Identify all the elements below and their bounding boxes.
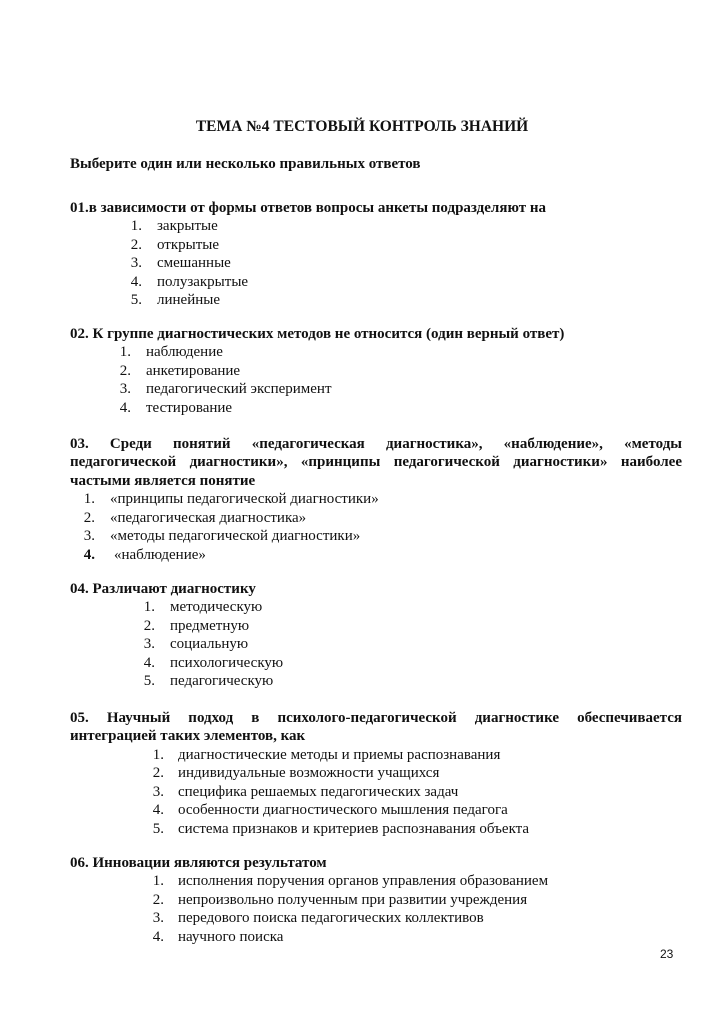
answer-option — [70, 362, 682, 381]
answer-option — [70, 909, 682, 928]
answer-list — [70, 217, 682, 310]
option-number: 3. — [143, 636, 155, 653]
option-number: 3. — [152, 783, 164, 800]
answer-option — [70, 217, 682, 236]
answer-option — [70, 236, 682, 255]
option-number: 5. — [130, 292, 142, 309]
option-number: 4. — [143, 654, 155, 671]
option-number: 2. — [152, 891, 164, 908]
option-number: 1. — [119, 344, 131, 361]
question-text: 06. Инновации являются результатом — [70, 855, 327, 871]
answer-option — [70, 380, 682, 399]
question-text: 01.в зависимости от формы ответов вопросы анкеты подразделяют на — [70, 200, 546, 216]
option-number: 2. — [130, 236, 142, 253]
answer-option — [70, 509, 682, 528]
answer-list — [70, 746, 682, 839]
option-text: «наблюдение» — [114, 546, 206, 563]
option-text: полузакрытые — [157, 273, 249, 290]
answer-option — [70, 546, 682, 565]
answer-list — [70, 343, 682, 417]
answer-option — [70, 598, 682, 617]
option-number: 1. — [143, 599, 155, 616]
question-2 — [70, 325, 682, 417]
answer-option — [70, 764, 682, 783]
answer-option — [70, 672, 682, 691]
option-text: педагогический эксперимент — [146, 381, 332, 398]
question-4 — [70, 580, 682, 691]
option-text: открытые — [157, 236, 220, 253]
question-6 — [70, 854, 682, 946]
answer-option — [70, 891, 682, 910]
question-5 — [70, 709, 682, 838]
option-text: непроизвольно полученным при развитии учреждения — [178, 891, 528, 908]
option-text: методическую — [170, 599, 263, 616]
answer-option — [70, 801, 682, 820]
question-text: 05. Научный подход в психолого-педагогической диагностике обеспечивается интеграцией таких элементов, как — [70, 710, 682, 745]
option-text: исполнения поручения органов управления образованием — [178, 873, 549, 890]
option-text: научного поиска — [178, 928, 284, 945]
answer-option — [70, 273, 682, 292]
option-number: 1. — [130, 218, 142, 235]
option-number: 3. — [130, 255, 142, 272]
question-1 — [70, 199, 682, 310]
option-number: 5. — [143, 673, 155, 690]
answer-option — [70, 872, 682, 891]
answer-list — [70, 872, 682, 946]
answer-option — [70, 820, 682, 839]
option-number: 2. — [152, 765, 164, 782]
option-number: 4. — [119, 399, 131, 416]
answer-list — [70, 598, 682, 691]
answer-option — [70, 291, 682, 310]
answer-option — [70, 617, 682, 636]
option-number: 2. — [83, 509, 95, 526]
page-number: 23 — [660, 947, 674, 961]
option-text: «педагогическая диагностика» — [110, 509, 307, 526]
answer-option — [70, 527, 682, 546]
option-text: «принципы педагогической диагностики» — [110, 491, 379, 508]
option-text: система признаков и критериев распознавания объекта — [178, 820, 530, 837]
option-number: 5. — [152, 820, 164, 837]
option-number: 3. — [83, 528, 95, 545]
option-text: «методы педагогической диагностики» — [110, 528, 361, 545]
option-text: закрытые — [157, 218, 218, 235]
answer-option — [70, 254, 682, 273]
option-number: 1. — [152, 873, 164, 890]
option-text: специфика решаемых педагогических задач — [178, 783, 459, 800]
question-text: 03. Среди понятий «педагогическая диагностика», «наблюдение», «методы педагогической диагностики», «принципы педагогической диагностики» наиболее частыми является понятие — [70, 436, 682, 489]
option-number: 4. — [152, 802, 164, 819]
option-text: передового поиска педагогических коллективов — [178, 910, 484, 927]
option-text: педагогическую — [170, 673, 274, 690]
question-text: 02. К группе диагностических методов не относится (один верный ответ) — [70, 326, 565, 342]
option-text: линейные — [157, 292, 220, 309]
option-text: психологическую — [170, 654, 284, 671]
option-number: 4. — [130, 273, 142, 290]
answer-list — [70, 490, 682, 564]
option-text: смешанные — [157, 255, 231, 272]
option-number: 2. — [119, 362, 131, 379]
answer-option — [70, 746, 682, 765]
option-text: тестирование — [146, 399, 233, 416]
answer-option — [70, 343, 682, 362]
option-number: 1. — [152, 746, 164, 763]
question-text: 04. Различают диагностику — [70, 581, 256, 597]
answer-option — [70, 490, 682, 509]
instruction: Выберите один или несколько правильных ответов — [70, 156, 421, 172]
option-text: индивидуальные возможности учащихся — [178, 765, 440, 782]
option-number: 1. — [83, 491, 95, 508]
answer-option — [70, 654, 682, 673]
question-3 — [70, 435, 682, 564]
option-text: анкетирование — [146, 362, 241, 379]
answer-option — [70, 399, 682, 418]
option-number: 3. — [152, 910, 164, 927]
answer-option — [70, 635, 682, 654]
option-text: диагностические методы и приемы распознавания — [178, 746, 501, 763]
option-text: особенности диагностического мышления педагога — [178, 802, 508, 819]
option-number: 4. — [83, 546, 95, 563]
option-text: наблюдение — [146, 344, 223, 361]
option-number: 3. — [119, 381, 131, 398]
answer-option — [70, 783, 682, 802]
answer-option — [70, 928, 682, 947]
option-text: предметную — [170, 617, 250, 634]
option-number: 2. — [143, 617, 155, 634]
option-number: 4. — [152, 928, 164, 945]
page-title: ТЕМА №4 ТЕСТОВЫЙ КОНТРОЛЬ ЗНАНИЙ — [195, 118, 529, 135]
option-text: социальную — [170, 636, 249, 653]
